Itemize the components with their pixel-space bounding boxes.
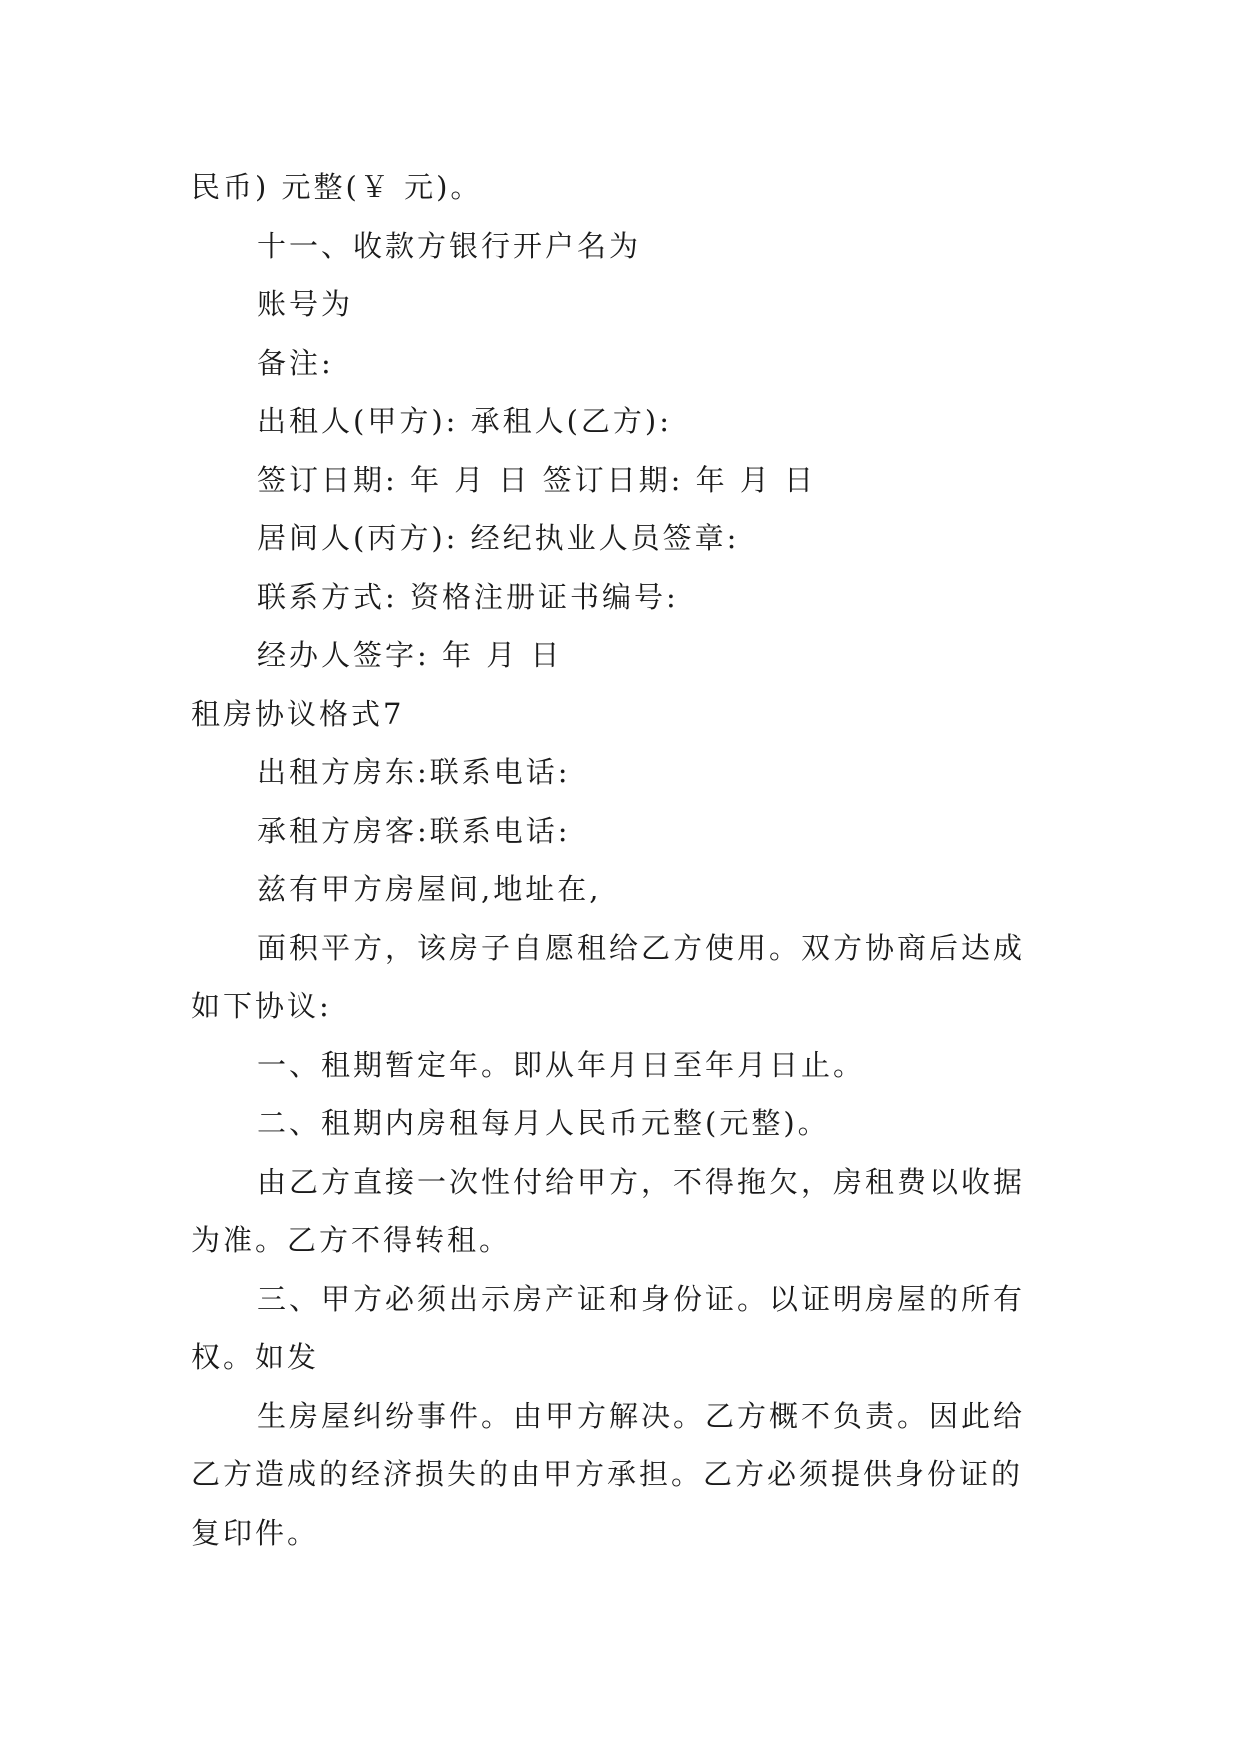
text-line: 复印件。	[191, 1515, 320, 1550]
document-body	[191, 158, 1057, 1562]
text-line: 为准。乙方不得转租。	[191, 1223, 512, 1257]
text-line: 经办人签字: 年 月 日	[257, 638, 563, 672]
text-line: 如下协议:	[191, 989, 332, 1023]
text-line: 面积平方，该房子自愿租给乙方使用。双方协商后达成	[257, 930, 1026, 965]
text-line: 由乙方直接一次性付给甲方，不得拖欠，房租费以收据	[257, 1164, 1026, 1199]
text-line: 居间人(丙方): 经纪执业人员签章:	[257, 521, 740, 555]
text-line: 十一、收款方银行开户名为	[257, 228, 642, 263]
text-line: 权。如发	[191, 1340, 320, 1374]
text-line: 签订日期: 年 月 日 签订日期: 年 月 日	[257, 462, 817, 497]
text-line: 承租方房客:联系电话:	[257, 813, 571, 848]
text-line: 兹有甲方房屋间,地址在,	[257, 872, 602, 906]
text-line: 出租人(甲方): 承租人(乙方):	[257, 404, 673, 438]
text-line: 民币) 元整(￥ 元)。	[191, 170, 483, 204]
text-line: 账号为	[257, 287, 354, 321]
text-line: 联系方式: 资格注册证书编号:	[257, 579, 679, 614]
text-line: 三、甲方必须出示房产证和身份证。以证明房屋的所有	[257, 1281, 1026, 1316]
text-line: 备注:	[257, 345, 334, 380]
section-heading: 租房协议格式7	[191, 696, 405, 731]
text-line: 一、租期暂定年。即从年月日至年月日止。	[257, 1047, 866, 1082]
text-line: 出租方房东:联系电话:	[257, 755, 571, 789]
text-line: 乙方造成的经济损失的由甲方承担。乙方必须提供身份证的	[191, 1457, 1024, 1491]
text-line: 生房屋纠纷事件。由甲方解决。乙方概不负责。因此给	[257, 1398, 1026, 1433]
text-line: 二、租期内房租每月人民币元整(元整)。	[257, 1106, 830, 1140]
